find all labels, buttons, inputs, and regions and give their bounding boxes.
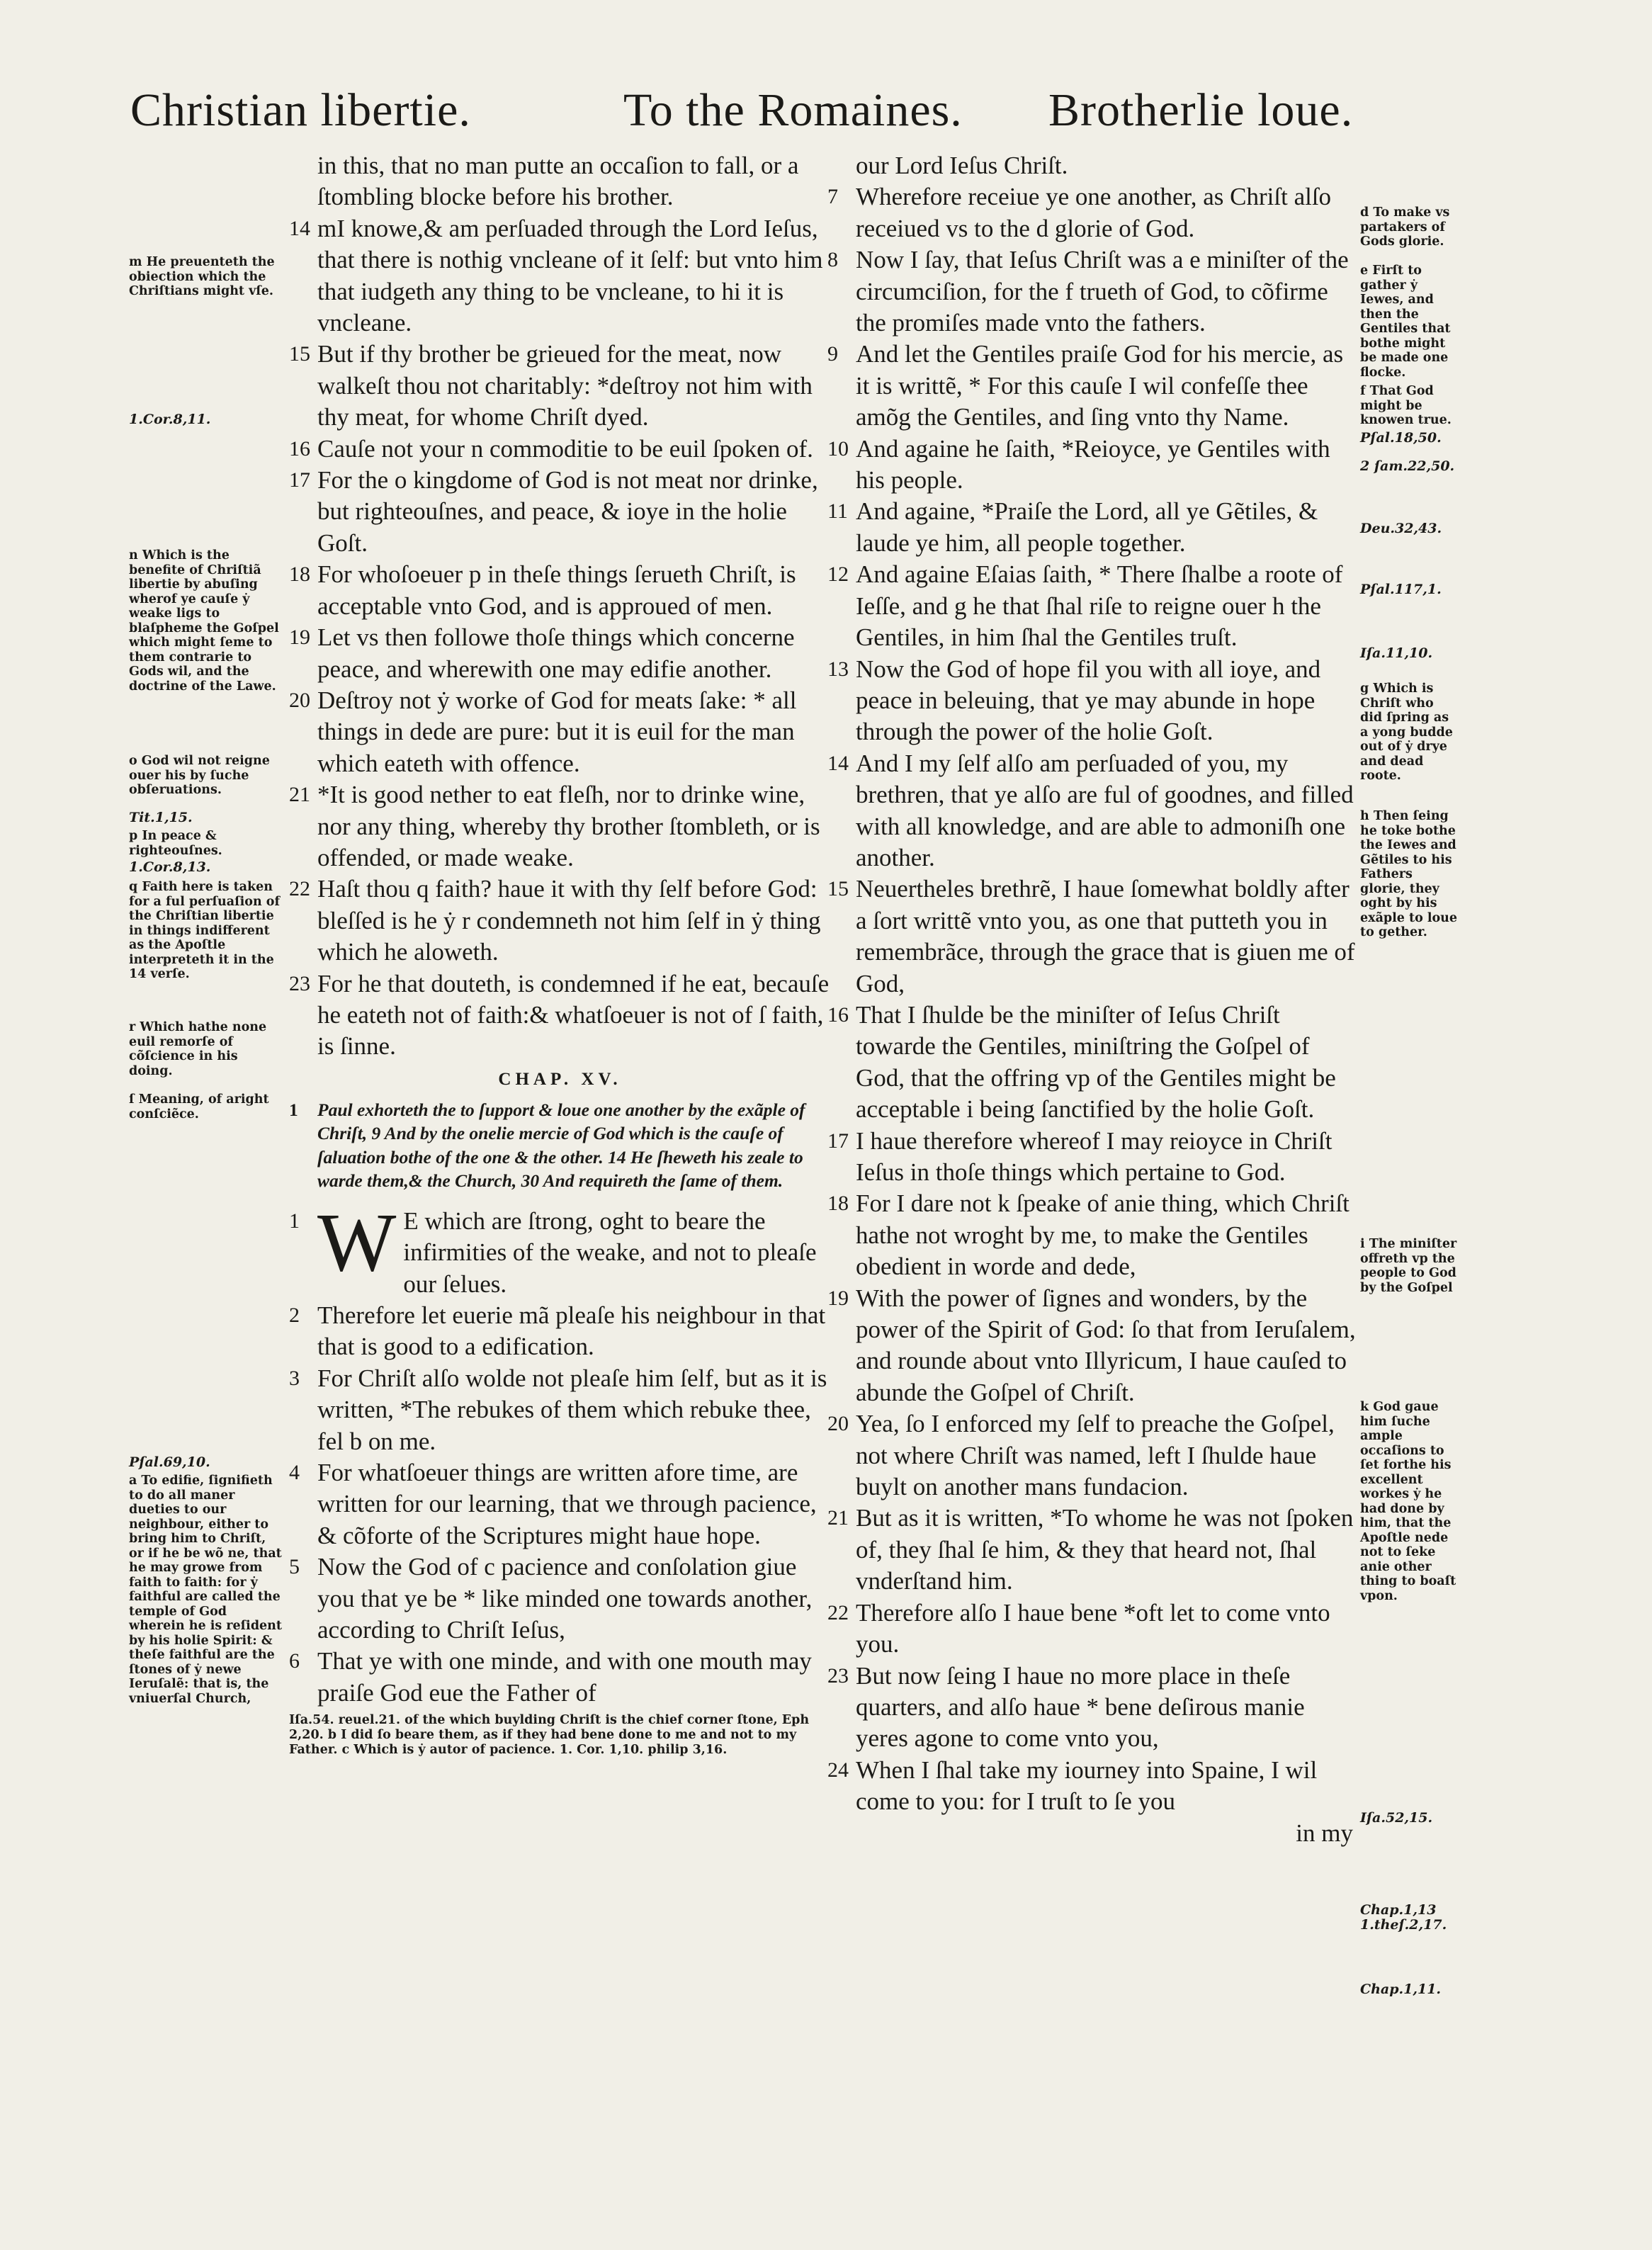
verse — [827, 1283, 1360, 1409]
header-center-title: To the Romaines. — [623, 84, 963, 136]
verse — [289, 559, 831, 622]
verse-number: 12 — [827, 562, 849, 587]
argument-text: Paul exhorteth the to ſupport & loue one another by the exãple of Chriſt, 9 And by the onelie mercie of God which is the cauſe of ſaluation bothe of the one & the other. 14 He ſheweth his zeale to warde them,& the Church, 30 And requireth the ſame of them. — [317, 1099, 805, 1192]
verse-number: 15 — [289, 342, 310, 366]
margin-note: ſ Meaning, of aright conſciẽce. — [129, 1092, 269, 1121]
verse — [289, 339, 831, 433]
verse-number: 14 — [827, 751, 849, 775]
margin-note: d To make vs partakers of Gods glorie. — [1360, 205, 1450, 249]
verse-text: Haſt thou q faith? haue it with thy ſelf before God: bleſſed is he ẏ r condemneth not him ſelf in ẏ thing which he aloweth. — [317, 875, 821, 966]
verse-number: 14 — [289, 216, 310, 240]
margin-cross-reference: 1.Cor.8,11. — [129, 412, 211, 427]
verse — [827, 1503, 1360, 1597]
verse-number: 18 — [289, 562, 310, 587]
verse-text: But now ſeing I haue no more place in theſe quarters, and alſo haue * bene deſirous manie yeres agone to come vnto you, — [856, 1661, 1305, 1753]
verse-text: Therefore let euerie mã pleaſe his neighbour in that that is good to a edification. — [317, 1301, 826, 1361]
verse-text: our Lord Ieſus Chriſt. — [856, 152, 1068, 179]
verse-number: 17 — [827, 1129, 849, 1153]
running-header — [0, 84, 1652, 147]
margin-cross-reference: Chap.1,11. — [1360, 1982, 1442, 1997]
margin-note: e Firſt to gather ẏ Iewes, and then the Gentiles that bothe might be made one flocke. — [1360, 264, 1451, 380]
verse-number: 5 — [289, 1555, 300, 1579]
verse — [289, 1363, 831, 1457]
verse-number: 23 — [827, 1663, 849, 1688]
argument-number: 1 — [289, 1099, 298, 1120]
verse — [827, 150, 1360, 181]
verse — [289, 874, 831, 968]
verse-text: And againe Eſaias ſaith, * There ſhalbe a roote of Ieſſe, and g he that ſhal riſe to reigne ouer h the Gentiles, in him ſhal the Gentiles truſt. — [856, 560, 1343, 652]
verse-text: That ye with one minde, and with one mouth may praiſe God eue the Father of — [317, 1647, 812, 1707]
verse-number: 1 — [289, 1209, 300, 1233]
verse-text: Now I ſay, that Ieſus Chriſt was a e miniſter of the circumciſion, for the f trueth of God, to cõfirme the promiſes made vnto the fathers. — [856, 246, 1349, 337]
verse — [827, 654, 1360, 748]
verse-text: Neuertheles brethrẽ, I haue ſomewhat boldly after a ſort writtẽ vnto you, as one that putteth you in remembrãce, through the grace that is giuen me of God, — [856, 875, 1355, 997]
verse — [289, 685, 831, 779]
verse-text: Now the God of c pacience and conſolation giue you that ye be * like minded one towards another, according to Chriſt Ieſus, — [317, 1553, 813, 1644]
margin-note: o God wil not reigne ouer his by ſuche obſeruations. — [129, 754, 270, 797]
verse-number: 8 — [827, 248, 838, 272]
verse-text: in this, that no man putte an occaſion to fall, or a ſtombling blocke before his brother. — [317, 152, 799, 211]
verse-text: Now the God of hope fil you with all ioye, and peace in beleuing, that ye may abunde in hope through the power of the holie Goſt. — [856, 655, 1321, 746]
left-text-column — [289, 150, 831, 1758]
margin-note: q Faith here is taken for a ful perſuaſion of the Chriſtian libertie in things indifferent as the Apoſtle interpreteth it in the 14 verſe. — [129, 880, 280, 981]
verse — [827, 1000, 1360, 1126]
verse — [827, 339, 1360, 433]
verse — [289, 465, 831, 559]
margin-cross-reference: Iſa.52,15. — [1360, 1810, 1433, 1826]
verse — [289, 968, 831, 1063]
verse-text: Cauſe not your n commoditie to be euil ſpoken of. — [317, 434, 813, 463]
verse — [827, 1408, 1360, 1503]
verse-text: Therefore alſo I haue bene *oft let to come vnto you. — [856, 1598, 1330, 1658]
verse-number: 18 — [827, 1192, 849, 1216]
verse-number: 20 — [827, 1412, 849, 1436]
verse-text: mI knowe,& am perſuaded through the Lord Ieſus, that there is nothig vncleane of it ſelf: but vnto him that iudgeth any thing to be vncleane, to hi it is vncleane. — [317, 214, 823, 337]
verse — [827, 434, 1360, 497]
margin-note: k God gaue him ſuche ample occaſions to ſet forthe his excellent workes ẏ he had done by him, that the Apoſtle nede not to ſeke anie other thing to boaſt vpon. — [1360, 1400, 1456, 1603]
bottom-footnote: Iſa.54. reuel.21. of the which buylding Chriſt is the chief corner ſtone, Eph 2,20. b I did ſo beare them, as if they had bene done to me and not to my Father. c Which is ẏ autor of pacience. 1. Cor. 1,10. philip 3,16. — [289, 1713, 810, 1758]
chapter-heading: CHAP. XV. — [498, 1069, 622, 1089]
margin-cross-reference: Tit.1,15. — [129, 810, 193, 825]
verse-number: 6 — [289, 1649, 300, 1673]
verse — [827, 1661, 1360, 1755]
drop-cap: W — [317, 1195, 397, 1289]
margin-note: f That God might be knowen true. — [1360, 384, 1452, 427]
margin-cross-reference: Pſal.69,10. — [129, 1454, 210, 1470]
verse-text: For whoſoeuer p in theſe things ſerueth Chriſt, is acceptable vnto God, and is approued of men. — [317, 560, 796, 620]
verse-number: 24 — [827, 1758, 849, 1782]
verse-text: And I my ſelf alſo am perſuaded of you, my brethren, that ye alſo are ful of goodnes, and filled with all knowledge, and are able to admoniſh one another. — [856, 749, 1354, 871]
verse-text: But if thy brother be grieued for the meat, now walkeſt thou not charitably: *deſtroy not him with thy meat, for whome Chriſt dyed. — [317, 340, 813, 431]
margin-note: a To edifie, ſignifieth to do all maner dueties to our neighbour, either to bring him to Chriſt, or if he be wõ ne, that he may growe from faith to faith: for ẏ faithful are called the temple of God wherein he is reſident by his holie Spirit: & theſe faithful are the ſtones of ẏ newe Ieruſalẽ: that is, the vniuerſal Church, — [129, 1474, 282, 1706]
verse-text: That I ſhulde be the miniſter of Ieſus Chriſt towarde the Gentiles, miniſtring the Goſpel of God, that the offring vp of the Gentiles might be acceptable i being ſanctified by the holie Goſt. — [856, 1000, 1336, 1124]
verse — [827, 748, 1360, 874]
verse-number: 22 — [827, 1600, 849, 1624]
header-right-title: Brotherlie loue. — [1048, 84, 1354, 136]
margin-note: r Which hathe none euil remorſe of cõſcience in his doing. — [129, 1020, 267, 1078]
verse-text: And let the Gentiles praiſe God for his mercie, as it is writtẽ, * For this cauſe I wil confeſſe thee amõg the Gentiles, and ſing vnto thy Name. — [856, 340, 1344, 431]
verse-number: 23 — [289, 971, 310, 995]
verse — [289, 434, 831, 465]
verse-number: 11 — [827, 499, 848, 524]
header-left-title: Christian libertie. — [130, 84, 471, 136]
verse-number: 16 — [827, 1002, 849, 1027]
verse-text: For Chriſt alſo wolde not pleaſe him ſelf, but as it is written, *The rebukes of them which rebuke thee, fel b on me. — [317, 1364, 827, 1455]
verse — [827, 181, 1360, 244]
verse — [289, 1551, 831, 1646]
verse-text: For whatſoeuer things are written afore time, are written for our learning, that we through pacience, & cõforte of the Scriptures might haue hope. — [317, 1459, 817, 1549]
verse-number: 21 — [827, 1506, 849, 1530]
catchword: in my — [1296, 1819, 1353, 1847]
verse-number: 10 — [827, 436, 849, 460]
verse-number: 19 — [827, 1286, 849, 1310]
verse — [827, 1755, 1360, 1818]
margin-cross-reference: 2 ſam.22,50. — [1360, 458, 1455, 474]
verse-text: Let vs then followe thoſe things which concerne peace, and wherewith one may edifie another. — [317, 623, 795, 683]
chapter-argument — [289, 1098, 831, 1193]
margin-cross-reference: Iſa.11,10. — [1360, 645, 1433, 661]
verse-number: 20 — [289, 688, 310, 712]
margin-note: n Which is the benefite of Chriſtiã libertie by abuſing wherof ye cauſe ẏ weake ligs to blaſpheme the Goſpel which might ſeme to them contrarie to Gods wil, and the doctrine of the Lawe. — [129, 548, 279, 694]
verse-text: But as it is written, *To whome he was not ſpoken of, they ſhal ſe him, & they that heard not, ſhal vnderſtand him. — [856, 1504, 1354, 1595]
margin-cross-reference: Pſal.117,1. — [1360, 582, 1442, 597]
verse-number: 19 — [289, 626, 310, 650]
verse-number: 13 — [827, 657, 849, 681]
margin-note: p In peace & righteouſnes. — [129, 829, 222, 858]
verse-text: For the o kingdome of God is not meat nor drinke, but righteouſnes, and peace, & ioye in the holie Goſt. — [317, 466, 818, 557]
margin-cross-reference: Pſal.18,50. — [1360, 430, 1442, 446]
verse-text: When I ſhal take my iourney into Spaine, I wil come to you: for I truſt to ſe you — [856, 1756, 1318, 1816]
verse-number: 3 — [289, 1366, 300, 1390]
verse-number: 2 — [289, 1304, 300, 1327]
verse-text: *It is good nether to eat fleſh, nor to drinke wine, nor any thing, whereby thy brother ſtombleth, or is offended, or made weake. — [317, 781, 820, 871]
verse-number: 21 — [289, 783, 310, 807]
verse-number: 7 — [827, 185, 838, 209]
verse — [827, 496, 1360, 559]
margin-note: h Then ſeing he toke bothe the Iewes and Gẽtiles to his Fathers glorie, they oght by his exãple to loue to gether. — [1360, 809, 1458, 939]
verse — [289, 1457, 831, 1551]
verse-number: 4 — [289, 1461, 300, 1485]
verse — [827, 559, 1360, 653]
verse-text: E which are ſtrong, oght to beare the infirmities of the weake, and not to pleaſe our ſelues. — [403, 1206, 817, 1298]
verse-number: 22 — [289, 877, 310, 901]
verse — [289, 1195, 831, 1300]
verse — [289, 1300, 831, 1363]
verse — [289, 779, 831, 874]
verse — [827, 244, 1360, 339]
verse-number: 15 — [827, 877, 849, 901]
verse-text: For I dare not k ſpeake of anie thing, which Chriſt hathe not wroght by me, to make the Gentiles obedient in worde and dede, — [856, 1189, 1350, 1281]
verse-text: And againe, *Praiſe the Lord, all ye Gẽtiles, & laude ye him, all people together. — [856, 497, 1318, 557]
verse-text: Deſtroy not ẏ worke of God for meats ſake: * all things in dede are pure: but it is euil for the man which eateth with offence. — [317, 686, 797, 777]
verse — [827, 874, 1360, 1000]
margin-note: i The miniſter offreth vp the people to God by the Goſpel — [1360, 1237, 1457, 1295]
margin-cross-reference: 1.Cor.8,13. — [129, 859, 211, 875]
verse-text: Yea, ſo I enforced my ſelf to preache the Goſpel, not where Chriſt was named, left I ſhulde haue buylt on another mans fundacion. — [856, 1410, 1335, 1501]
verse-number: 17 — [289, 468, 310, 492]
margin-note: g Which is Chriſt who did ſpring as a yong budde out of ẏ drye and dead roote. — [1360, 682, 1453, 783]
verse-text: And againe he ſaith, *Reioyce, ye Gentiles with his people. — [856, 434, 1330, 494]
verse-number: 9 — [827, 342, 838, 366]
verse — [827, 1126, 1360, 1189]
verse-text: With the power of ſignes and wonders, by the power of the Spirit of God: ſo that from Ieruſalem, and rounde about vnto Illyricum, I haue cauſed to abunde the Goſpel of Chriſt. — [856, 1284, 1356, 1406]
margin-note: m He preuenteth the obiection which the Chriſtians might vſe. — [129, 255, 275, 298]
verse-text: Wherefore receiue ye one another, as Chriſt alſo receiued vs to the d glorie of God. — [856, 183, 1332, 242]
verse-text: I haue therefore whereof I may reioyce in Chriſt Ieſus in thoſe things which pertaine to God. — [856, 1126, 1333, 1186]
verse — [289, 1646, 831, 1709]
verse-text: For he that douteth, is condemned if he eat, becauſe he eateth not of faith:& whatſoeuer is not of ſ faith, is ſinne. — [317, 969, 830, 1061]
margin-cross-reference: Chap.1,13 1.theſ.2,17. — [1360, 1902, 1447, 1933]
verse — [827, 1598, 1360, 1661]
margin-cross-reference: Deu.32,43. — [1360, 521, 1442, 536]
verse — [289, 213, 831, 339]
verse-number: 16 — [289, 436, 310, 460]
verse — [827, 1188, 1360, 1282]
verse — [289, 150, 831, 213]
verse — [289, 622, 831, 685]
right-text-column — [827, 150, 1360, 1849]
